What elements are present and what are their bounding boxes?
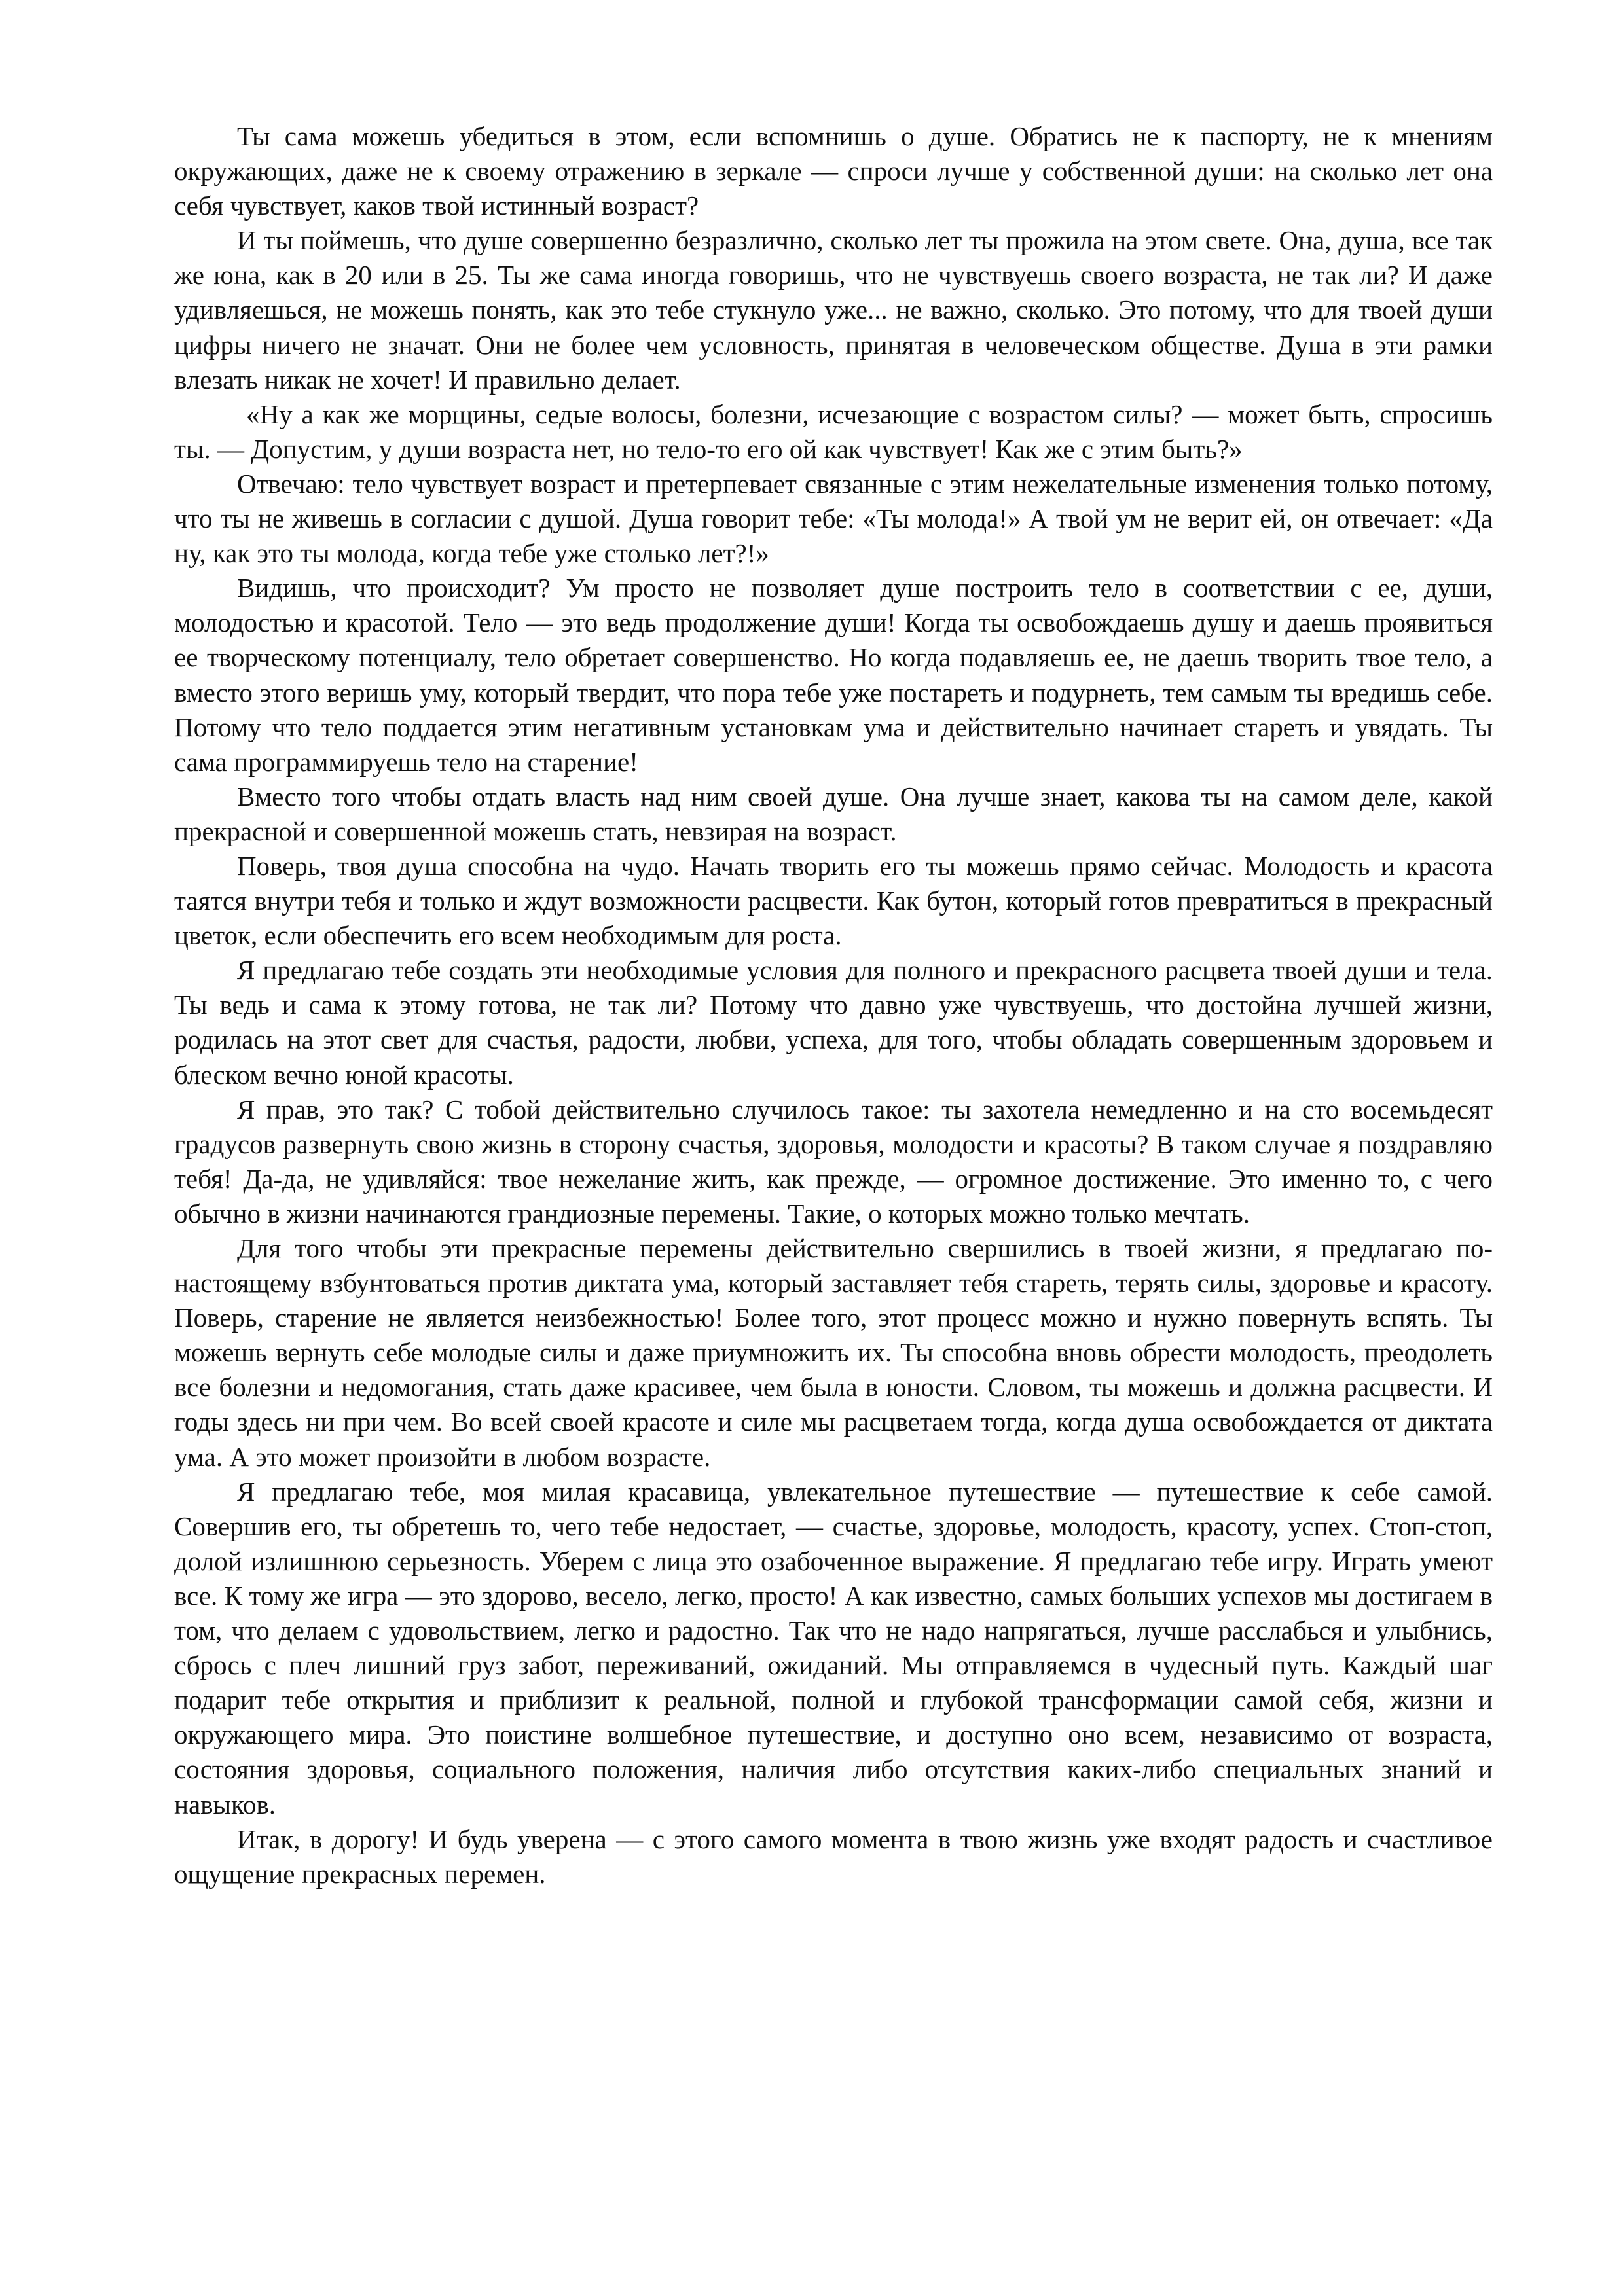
paragraph: Отвечаю: тело чувствует возраст и претерпевает связанные с этим нежелательные изменения только потому, что ты не живешь в согласии с душой. Душа говорит тебе: «Ты молода!» А твой ум не верит ей, он отвечает: «Да ну, как это ты молода, когда тебе уже столько лет?!» <box>174 468 1493 569</box>
body-text <box>174 119 1493 1892</box>
paragraph: Ты сама можешь убедиться в этом, если вспомнишь о душе. Обратись не к паспорту, не к мнениям окружающих, даже не к своему отражению в зеркале — спроси лучше у собственной души: на сколько лет она себя чувствует, каков твой истинный возраст? <box>174 121 1493 221</box>
paragraph: Я прав, это так? С тобой действительно случилось такое: ты захотела немедленно и на сто восемьдесят градусов развернуть свою жизнь в сторону счастья, здоровья, молодости и красоты? В таком случае я поздравляю тебя! Да-да, не удивляйся: твое нежелание жить, как прежде, — огромное достижение. Это именно то, с чего обычно в жизни начинаются грандиозные перемены. Такие, о которых можно только мечтать. <box>174 1094 1493 1229</box>
paragraph: Вместо того чтобы отдать власть над ним своей душе. Она лучше знает, какова ты на самом деле, какой прекрасной и совершенной можешь стать, невзирая на возраст. <box>174 781 1493 846</box>
paragraph: Я предлагаю тебе, моя милая красавица, увлекательное путешествие — путешествие к себе самой. Совершив его, ты обретешь то, чего тебе недостает, — счастье, здоровье, молодость, красоту, успех. Стоп-стоп, долой излишнюю серьезность. Уберем с лица это озабоченное выражение. Я предлагаю тебе игру. Играть умеют все. К тому же игра — это здорово, весело, легко, просто! А как известно, самых больших успехов мы достигаем в том, что делаем с удовольствием, легко и радостно. Так что не надо напрягаться, лучше расслабься и улыбнись, сбрось с плеч лишний груз забот, переживаний, ожиданий. Мы отправляемся в чудесный путь. Каждый шаг подарит тебе открытия и приблизит к реальной, полной и глубокой трансформации самой себя, жизни и окружающего мира. Это поистине волшебное путешествие, и доступно оно всем, независимо от возраста, состояния здоровья, социального положения, наличия либо отсутствия каких-либо специальных знаний и навыков. <box>174 1476 1493 1820</box>
paragraph: Итак, в дорогу! И будь уверена — с этого самого момента в твою жизнь уже входят радость и счастливое ощущение прекрасных перемен. <box>174 1823 1493 1889</box>
paragraph: Для того чтобы эти прекрасные перемены действительно свершились в твоей жизни, я предлагаю по-настоящему взбунтоваться против диктата ума, который заставляет тебя стареть, терять силы, здоровье и красоту. Поверь, старение не является неизбежностью! Более того, этот процесс можно и нужно повернуть вспять. Ты можешь вернуть себе молодые силы и даже приумножить их. Ты способна вновь обрести молодость, преодолеть все болезни и недомогания, стать даже красивее, чем была в юности. Словом, ты можешь и должна расцвести. И годы здесь ни при чем. Во всей своей красоте и силе мы расцветаем тогда, когда душа освобождается от диктата ума. А это может произойти в любом возрасте. <box>174 1233 1493 1472</box>
paragraph: «Ну а как же морщины, седые волосы, болезни, исчезающие с возрастом силы? — может быть, спросишь ты. — Допустим, у души возраста нет, но тело-то его ой как чувствует! Как же с этим быть?» <box>174 399 1493 464</box>
paragraph: Я предлагаю тебе создать эти необходимые условия для полного и прекрасного расцвета твоей души и тела. Ты ведь и сама к этому готова, не так ли? Потому что давно уже чувствуешь, что достойна лучшей жизни, родилась на этот свет для счастья, радости, любви, успеха, для того, чтобы обладать совершенным здоровьем и блеском вечно юной красоты. <box>174 955 1493 1090</box>
paragraph: Поверь, твоя душа способна на чудо. Начать творить его ты можешь прямо сейчас. Молодость и красота таятся внутри тебя и только и ждут возможности расцвести. Как бутон, который готов превратиться в прекрасный цветок, если обеспечить его всем необходимым для роста. <box>174 850 1493 951</box>
paragraph: И ты поймешь, что душе совершенно безразлично, сколько лет ты прожила на этом свете. Она, душа, все так же юна, как в 20 или в 25. Ты же сама иногда говоришь, что не чувствуешь своего возраста, не так ли? И даже удивляешься, не можешь понять, как это тебе стукнуло уже... не важно, сколько. Это потому, что для твоей души цифры ничего не значат. Они не более чем условность, принятая в человеческом обществе. Душа в эти рамки влезать никак не хочет! И правильно делает. <box>174 225 1493 395</box>
paragraph: Видишь, что происходит? Ум просто не позволяет душе построить тело в соответствии с ее, души, молодостью и красотой. Тело — это ведь продолжение души! Когда ты освобождаешь душу и даешь проявиться ее творческому потенциалу, тело обретает совершенство. Но когда подавляешь ее, не даешь творить твое тело, а вместо этого веришь уму, который твердит, что пора тебе уже постареть и подурнеть, тем самым ты вредишь себе. Потому что тело поддается этим негативным установкам ума и действительно начинает стареть и увядать. Ты сама программируешь тело на старение! <box>174 573 1493 777</box>
